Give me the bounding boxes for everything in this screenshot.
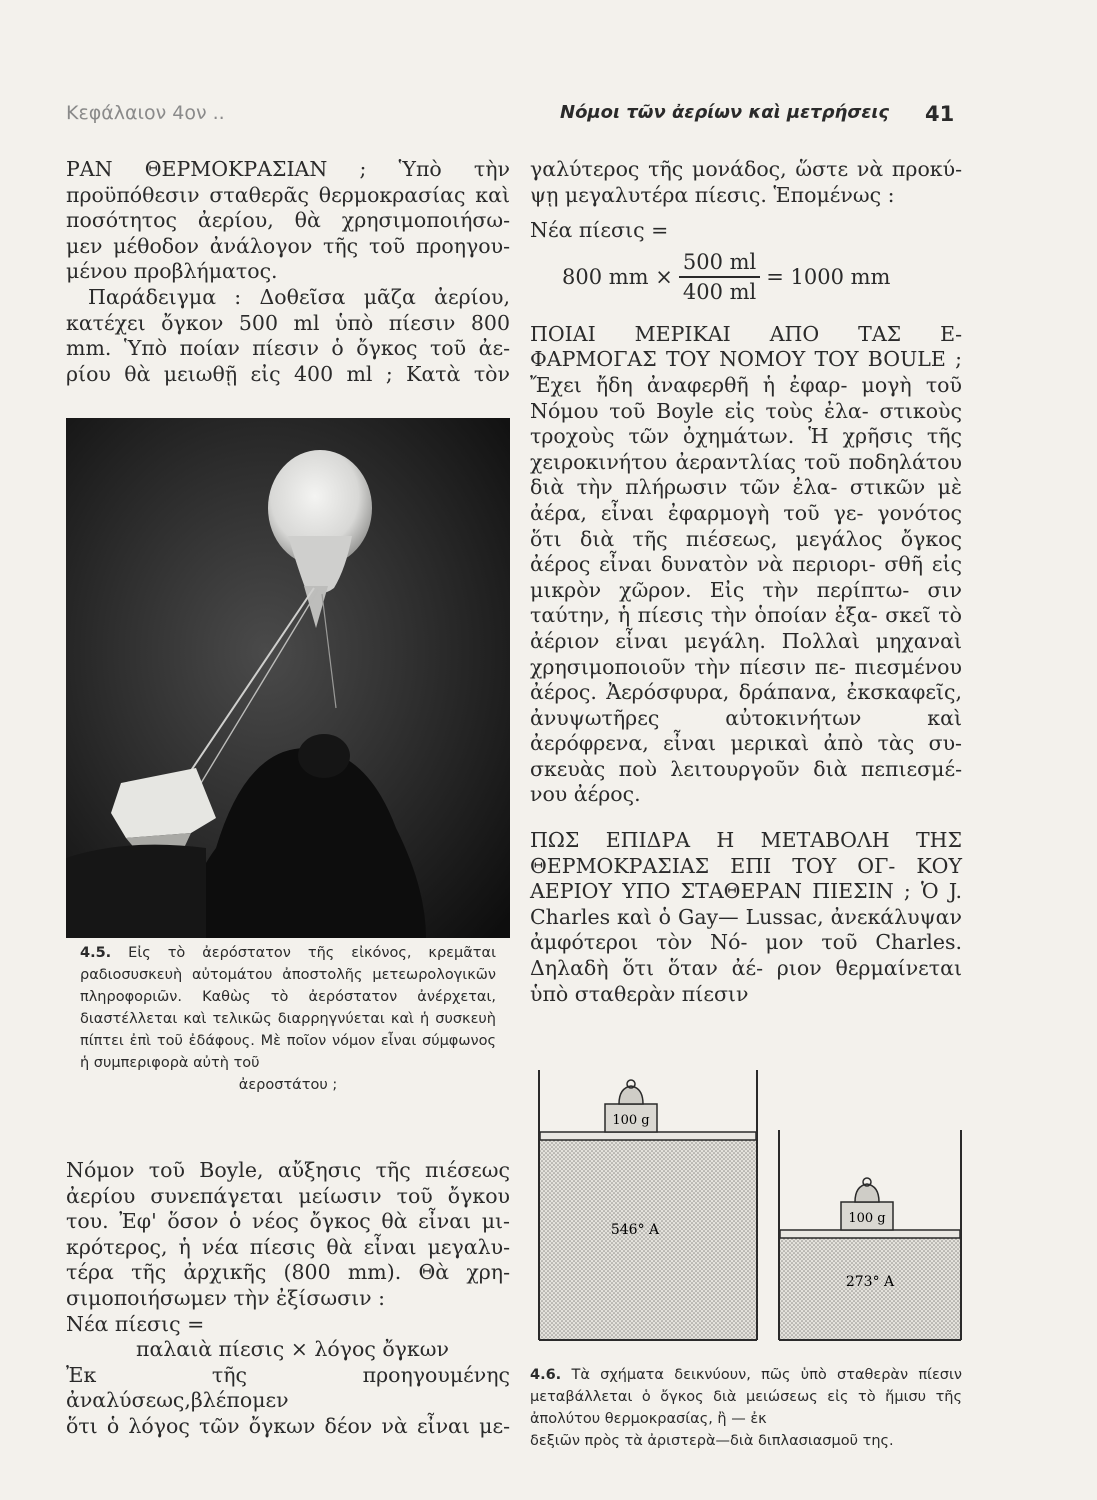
text-line: ἀερίου συνεπάγεται μείωσιν τοῦ ὄγκου: [66, 1183, 510, 1208]
text-line: σιν ταύτην, ἡ πίεσις τὴν ὁποίαν ἐξα-: [530, 577, 962, 628]
paragraph-intro: [66, 157, 510, 285]
text-line: Παράδειγμα : Δοθεῖσα μᾶζα ἀερίου,: [88, 284, 510, 309]
text-line: χρῆσις τῆς χειροκινήτου ἀεραντλίας τοῦ: [530, 424, 962, 474]
text-line: ΠΟΙΑΙ ΜΕΡΙΚΑΙ ΑΠΟ ΤΑΣ Ε-: [530, 321, 962, 346]
text-line: μον τοῦ Charles. Δηλαδὴ ὅτι ὅταν ἀέ-: [530, 930, 962, 981]
text-line: ρίου θὰ μειωθῇ εἰς 400 ml ; Κατὰ τὸν: [66, 361, 510, 386]
running-header-chapter: Κεφάλαιον 4ον ..: [66, 102, 225, 124]
text-line: Νόμον τοῦ Boyle, αὔξησις τῆς πιέσεως: [66, 1158, 510, 1182]
caption-last-line: δεξιῶν πρὸς τὰ ἀριστερὰ—διὰ διπλασιασμοῦ της.: [530, 1433, 894, 1449]
text-line: σιμοποιήσωμεν τὴν ἐξίσωσιν :: [66, 1285, 386, 1310]
caption-text: [530, 1364, 962, 1430]
running-header-title: Νόμοι τῶν ἀερίων καὶ μετρήσεις: [560, 102, 890, 123]
weight-label: 100 g: [612, 1113, 650, 1128]
text-line: ὅτι ὁ λόγος τῶν ὄγκων δέον νὰ εἶναι με-: [66, 1413, 510, 1438]
text-line: τέρα τῆς ἀρχικῆς (800 mm). Θὰ χρη-: [66, 1260, 510, 1285]
text-line: του. Ἐφ' ὅσον ὁ νέος ὄγκος θὰ εἶναι μι-: [66, 1209, 510, 1234]
section-applications: [530, 322, 962, 808]
text-line: ριον θερμαίνεται ὑπὸ σταθερὰν πίεσιν: [530, 956, 962, 1006]
text-line: ΘΕΡΜΟΚΡΑΣΙΑΣ ΕΠΙ ΤΟΥ ΟΓ-: [530, 853, 896, 878]
paragraph-analysis: [66, 1363, 510, 1440]
text-line: ΡΑΝ ΘΕΡΜΟΚΡΑΣΙΑΝ ; Ὑπὸ τὴν: [66, 157, 510, 181]
text-line: κατέχει ὄγκον 500 ml ὑπὸ πίεσιν 800: [66, 310, 510, 335]
balloon-illustration: [66, 418, 510, 938]
text-line: μένου προβλήματος.: [66, 259, 278, 284]
new-pressure-label: Νέα πίεσις =: [530, 218, 669, 243]
page-number: 41: [925, 102, 955, 126]
left-column-bottom: [66, 1158, 510, 1440]
paragraph-continued: [530, 157, 962, 208]
calc-left: 800 mm ×: [562, 264, 673, 289]
equation-lhs: Νέα πίεσις =: [66, 1311, 205, 1336]
text-line: μογὴ τοῦ Νόμου τοῦ Boyle εἰς τοὺς ἐλα-: [530, 372, 962, 423]
temperature-label: 273° A: [845, 1274, 895, 1290]
left-column-top: [66, 157, 510, 387]
cylinder-273: [779, 1130, 961, 1340]
weight-label: 100 g: [848, 1211, 886, 1226]
text-line: πιεσμένου ἀέρος. Ἀερόσφυρα, δράπανα,: [530, 654, 962, 705]
text-line: ἀερόφρενα, εἶναι μερικαὶ ἀπὸ τὰς συ-: [530, 731, 962, 756]
caption-body: Τὰ σχήματα δεικνύουν, πῶς ὑπὸ σταθερὰν πίεσιν μεταβάλλεται ὁ ὄγκος διὰ μειώσεως εἰς τὸ ἥμισυ τῆς ἀπολύτου θερμοκρασίας, ἢ — ἐκ: [530, 1367, 963, 1427]
text-line: στικοὺς τροχοὺς τῶν ὀχημάτων. Ἡ: [530, 398, 962, 449]
caption-last-line: ἀεροστάτου ;: [238, 1077, 338, 1093]
text-line: ὄγκος ἀέρος εἶναι δυνατὸν νὰ περιορι-: [530, 526, 962, 577]
cylinder-546: [539, 1070, 757, 1340]
text-line: σθῆ εἰς μικρὸν χῶρον. Εἰς τὴν περίπτω-: [530, 552, 962, 602]
figure-4-5-caption: [80, 942, 496, 1096]
section-charles-law: [530, 828, 962, 1007]
figure-number: 4.5.: [80, 945, 112, 961]
figure-4-6-diagram: [535, 1070, 965, 1350]
text-line: νου ἀέρος.: [530, 782, 641, 807]
fraction-denominator: 400 ml: [682, 279, 757, 304]
text-line: γαλύτερος τῆς μονάδος, ὥστε νὰ προκύ-: [530, 157, 962, 181]
fraction-numerator: 500 ml: [679, 250, 760, 278]
text-line: γονότος ὅτι διὰ τῆς πιέσεως, μεγάλος: [530, 500, 962, 551]
text-line: ψῃ μεγαλυτέρα πίεσις. Ἑπομένως :: [530, 182, 895, 207]
text-line: κρότερος, ἡ νέα πίεσις θὰ εἶναι μεγαλυ-: [66, 1234, 510, 1259]
balloon-photo: [66, 418, 510, 938]
text-line: ΠΩΣ ΕΠΙΔΡΑ Η ΜΕΤΑΒΟΛΗ ΤΗΣ: [530, 828, 962, 853]
paragraph-example: [66, 285, 510, 387]
equation-rhs: παλαιὰ πίεσις × λόγος ὄγκων: [136, 1337, 449, 1362]
text-line: Lussac, ἀνεκάλυψαν ἀμφότεροι τὸν Νό-: [530, 904, 962, 955]
text-line: Ἐκ τῆς προηγουμένης ἀναλύσεως,βλέπομεν: [66, 1362, 510, 1413]
text-line: σκευὰς ποὺ λειτουργοῦν διὰ πεπιεσμέ-: [530, 756, 962, 781]
text-line: ΠΙΕΣΙΝ ; Ὁ J. Charles καὶ ὁ Gay—: [530, 879, 962, 929]
right-column: [530, 157, 962, 1007]
text-line: στικῶν μὲ ἀέρα, εἶναι ἐφαρμογὴ τοῦ γε-: [530, 475, 962, 525]
text-line: ἐκσκαφεῖς, ἀνυψωτῆρες αὐτοκινήτων καὶ: [530, 680, 962, 730]
temperature-label: 546° A: [610, 1222, 660, 1238]
text-line: ποδηλάτου διὰ τὴν πλήρωσιν τῶν ἐλα-: [530, 449, 962, 500]
text-line: σκεῖ τὸ ἀέριον εἶναι μεγάλη. Πολλαὶ: [530, 603, 962, 653]
text-line: μεν μέθοδον ἀνάλογον τῆς τοῦ προηγου-: [66, 233, 510, 258]
figure-number: 4.6.: [530, 1367, 562, 1383]
paragraph-answer: [66, 1158, 510, 1312]
text-line: προϋπόθεσιν σταθερᾶς θερμοκρασίας καὶ: [66, 182, 510, 207]
caption-body: Εἰς τὸ ἀερόστατον τῆς εἰκόνος, κρεμᾶται ραδιοσυσκευὴ αὐτομάτου ἀποστολῆς μετεωρολογικῶν πληροφοριῶν. Καθὼς τὸ ἀερόστατον ἀνέρχεται, διαστέλλεται καὶ τελικῶς διαρρηγνύεται καὶ ἡ συσκευὴ πίπτει ἐπὶ τοῦ ἐδάφους. Μὲ ποῖον νόμον εἶναι σύμφωνος ἡ συμπεριφορὰ αὐτὴ τοῦ: [80, 945, 496, 1071]
figure-4-6-caption: [530, 1364, 962, 1452]
text-line: ποσότητος ἀερίου, θὰ χρησιμοποιήσω-: [66, 208, 510, 233]
calc-result: = 1000 mm: [766, 264, 891, 289]
caption-text: [80, 942, 496, 1074]
text-line: mm. Ὑπὸ ποίαν πίεσιν ὁ ὄγκος τοῦ ἀε-: [66, 336, 510, 361]
text-line: ΚΟΥ ΑΕΡΙΟΥ ΥΠΟ ΣΤΑΘΕΡΑΝ: [530, 853, 962, 904]
volume-fraction: [679, 250, 760, 304]
text-line: BOULE ; Ἔχει ἤδη ἀναφερθῆ ἡ ἐφαρ-: [530, 347, 962, 397]
calculation: [530, 250, 962, 304]
text-line: μηχαναὶ χρησιμοποιοῦν τὴν πίεσιν πε-: [530, 628, 962, 679]
text-line: ΦΑΡΜΟΓΑΣ ΤΟΥ ΝΟΜΟΥ ΤΟΥ: [530, 347, 859, 372]
